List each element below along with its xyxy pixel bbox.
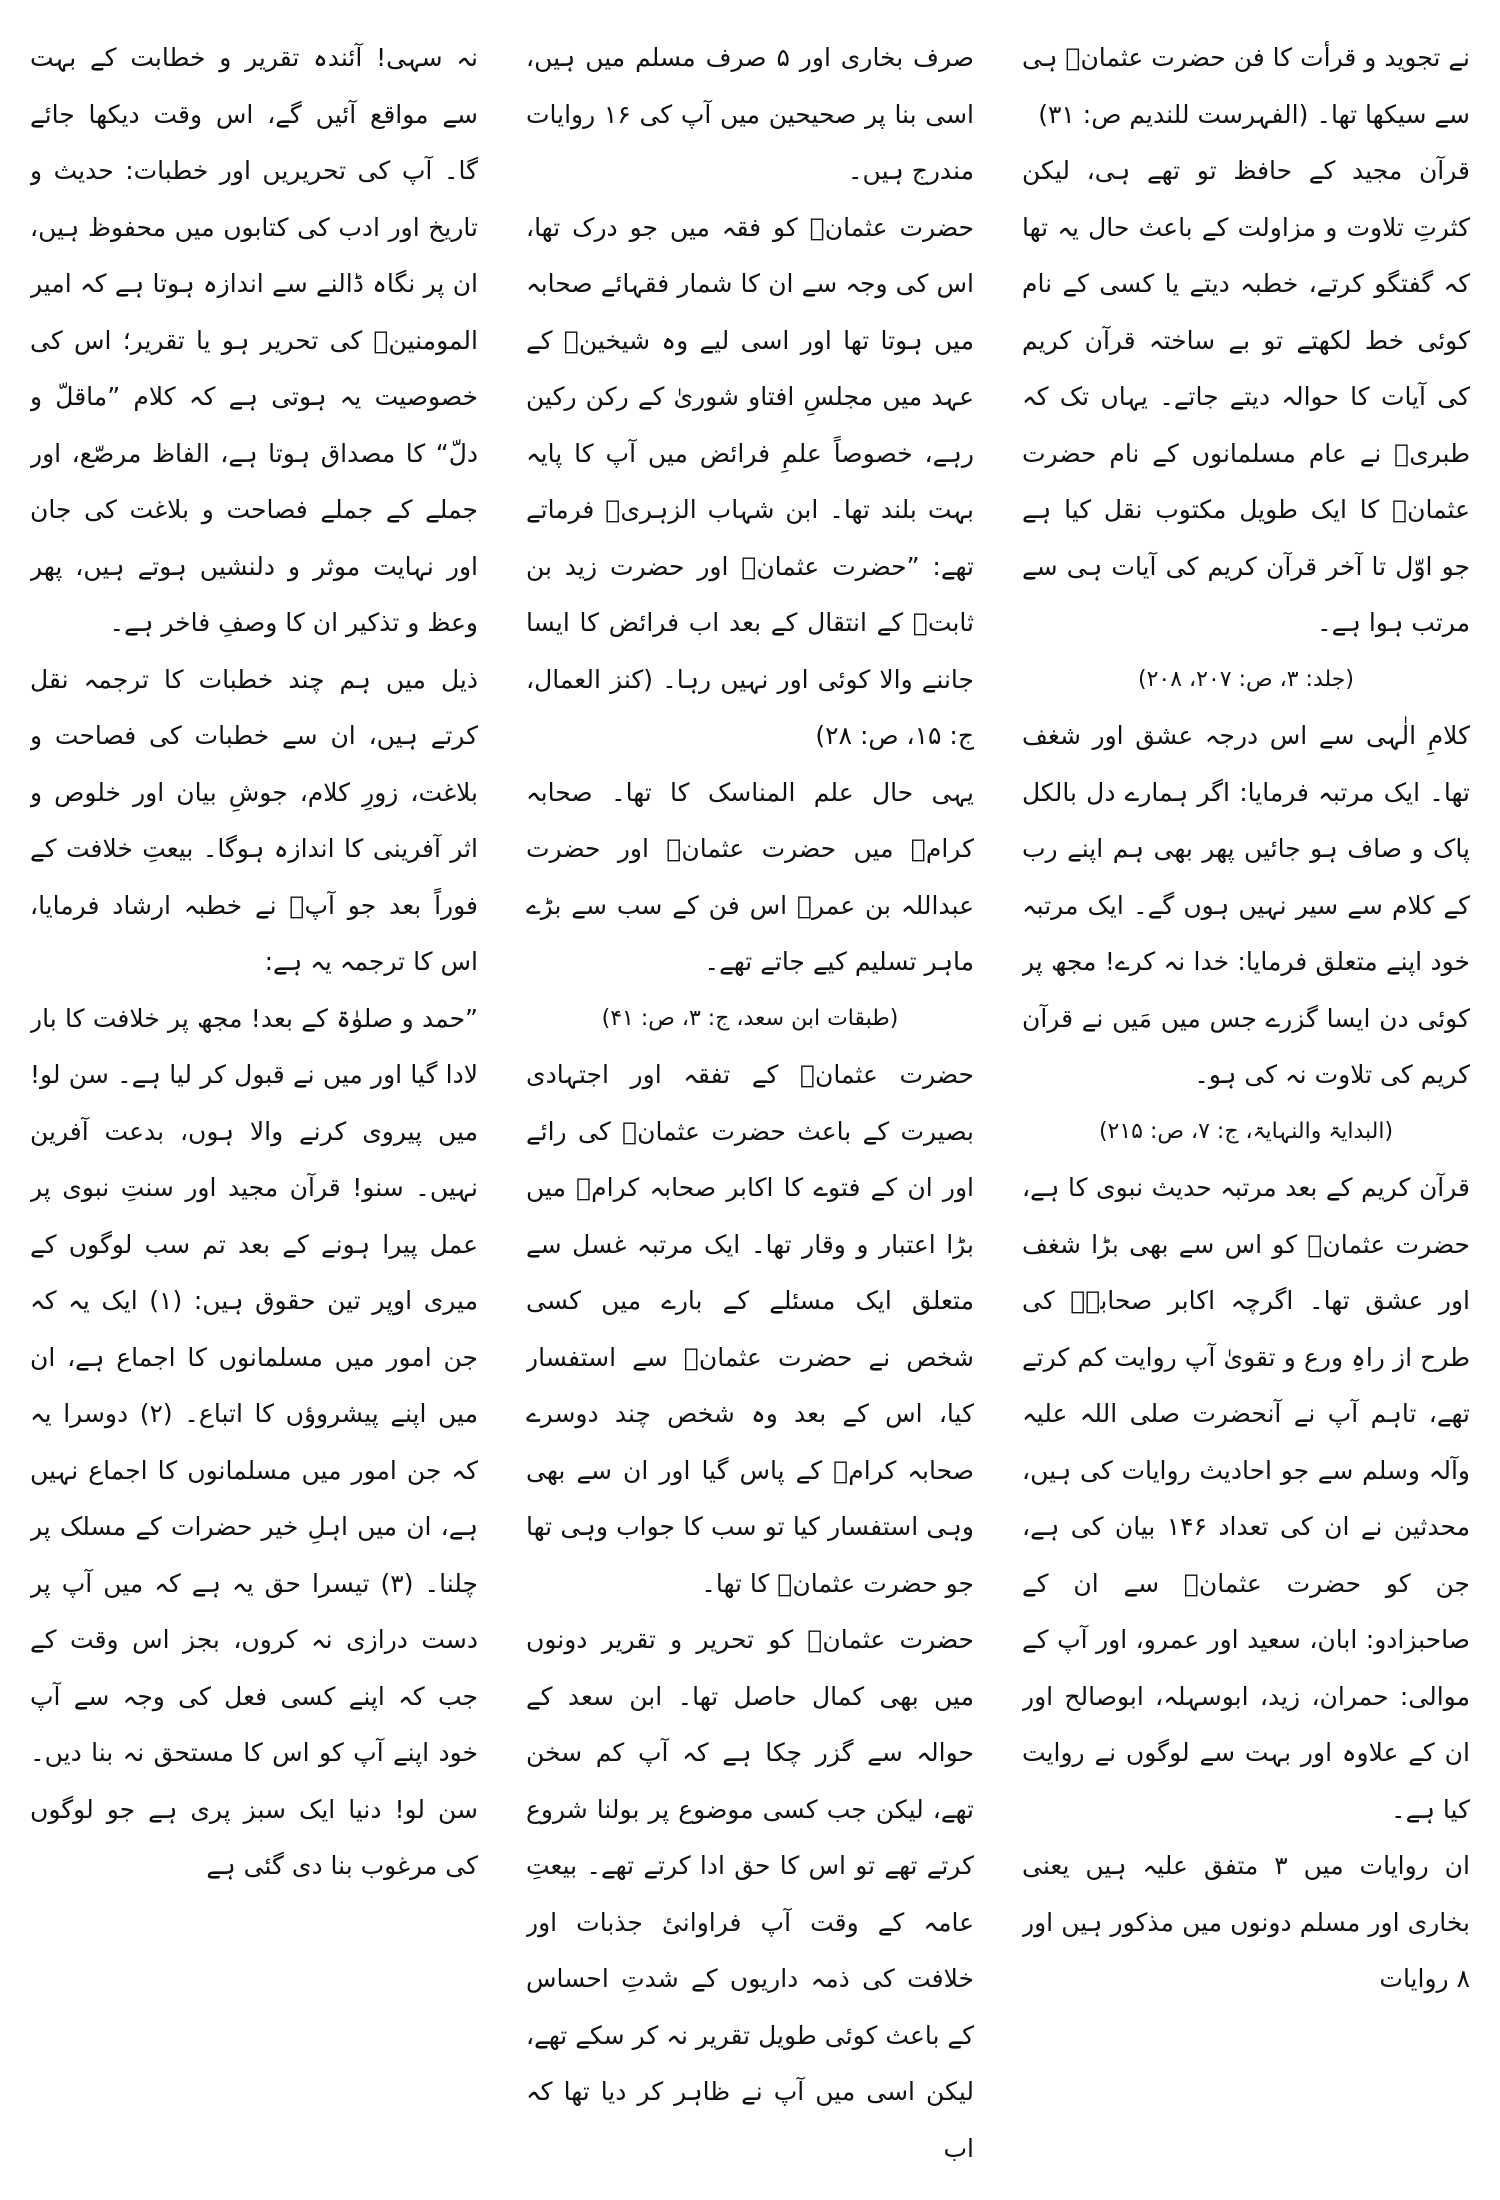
paragraph: حضرت عثمانؓ کو فقہ میں جو درک تھا، اس کی وجہ سے ان کا شمار فقہائے صحابہ میں ہوتا تھا اور اسی لیے وہ شیخینؓ کے عہد میں مجلسِ افتاو شوریٰ کے رکن رکین رہے، خصوصاً علمِ فرائض میں آپ کا پایہ بہت بلند تھا۔ ابن شہاب الزہریؒ فرماتے تھے: ”حضرت عثمانؓ اور حضرت زید بن ثابتؓ کے انتقال کے بعد اب فرائض کا ایسا جاننے والا کوئی اور نہیں رہا۔ (کنز العمال، ج: ۱۵، ص: ۲۸) [526,212,974,750]
paragraph: ذیل میں ہم چند خطبات کا ترجمہ نقل کرتے ہیں، ان سے خطبات کی فصاحت و بلاغت، زورِ کلام، جوشِ بیان اور خلوص و اثر آفرینی کا اندازہ ہوگا۔ بیعتِ خلافت کے فوراً بعد جو آپؓ نے خطبہ ارشاد فرمایا، اس کا ترجمہ یہ ہے: [30,664,478,976]
text-column-middle [526,30,974,2170]
newspaper-page [30,30,1470,2170]
paragraph: قرآن مجید کے حافظ تو تھے ہی، لیکن کثرتِ تلاوت و مزاولت کے باعث حال یہ تھا کہ گفتگو کرتے، خطبہ دیتے یا کسی کے نام کوئی خط لکھتے تو بے ساختہ قرآن کریم کی آیات کا حوالہ دیتے جاتے۔ یہاں تک کہ طبریؒ نے عام مسلمانوں کے نام حضرت عثمانؓ کا ایک طویل مکتوب نقل کیا ہے جو اوّل تا آخر قرآن کریم کی آیات ہی سے مرتب ہوا ہے۔ [1022,156,1470,637]
paragraph: نے تجوید و قرأت کا فن حضرت عثمانؓ ہی سے سیکھا تھا۔ (الفہرست للندیم ص: ۳۱) [1022,43,1470,129]
reference-citation: (البدایۃ والنہایۃ، ج: ۷، ص: ۲۱۵) [1098,1118,1394,1144]
paragraph: حضرت عثمانؓ کے تفقہ اور اجتہادی بصیرت کے باعث حضرت عثمانؓ کی رائے اور ان کے فتوے کا اکابر صحابہ کرامؓ میں بڑا اعتبار و وقار تھا۔ ایک مرتبہ غسل سے متعلق ایک مسئلے کے بارے میں کسی شخص نے حضرت عثمانؓ سے استفسار کیا، اس کے بعد وہ شخص چند دوسرے صحابہ کرامؓ کے پاس گیا اور ان سے بھی وہی استفسار کیا تو سب کا جواب وہی تھا جو حضرت عثمانؓ کا تھا۔ [526,1060,974,1598]
paragraph: قرآن کریم کے بعد مرتبہ حدیث نبوی کا ہے، حضرت عثمانؓ کو اس سے بھی بڑا شغف اور عشق تھا۔ اگرچہ اکابر صحابہؓ کی طرح از راہِ ورع و تقویٰ آپ روایت کم کرتے تھے، تاہم آپ نے آنحضرت صلی اللہ علیہ وآلہ وسلم سے جو احادیث روایات کی ہیں، محدثین نے ان کی تعداد ۱۴۶ بیان کی ہے، جن کو حضرت عثمانؓ سے ان کے صاحبزادو: ابان، سعید اور عمرو، اور آپ کے موالی: حمران، زید، ابوسہلہ، ابوصالح اور ان کے علاوہ اور بہت سے لوگوں نے روایت کیا ہے۔ [1022,1173,1470,1824]
paragraph: ان روایات میں ۳ متفق علیہ ہیں یعنی بخاری اور مسلم دونوں میں مذکور ہیں اور ۸ روایات [1022,1851,1470,1993]
paragraph: صرف بخاری اور ۵ صرف مسلم میں ہیں، اسی بنا پر صحیحین میں آپ کی ۱۶ روایات مندرج ہیں۔ [526,43,974,185]
text-column-right [1022,30,1470,2170]
text-column-left [30,30,478,2170]
paragraph: کلامِ الٰہی سے اس درجہ عشق اور شغف تھا۔ ایک مرتبہ فرمایا: اگر ہمارے دل بالکل پاک و صاف ہو جائیں پھر بھی ہم اپنے رب کے کلام سے سیر نہیں ہوں گے۔ ایک مرتبہ خود اپنے متعلق فرمایا: خدا نہ کرے! مجھ پر کوئی دن ایسا گزرے جس میں مَیں نے قرآن کریم کی تلاوت نہ کی ہو۔ [1022,721,1470,1089]
paragraph: حضرت عثمانؓ کو تحریر و تقریر دونوں میں بھی کمال حاصل تھا۔ ابن سعد کے حوالہ سے گزر چکا ہے کہ آپ کم سخن تھے، لیکن جب کسی موضوع پر بولنا شروع کرتے تھے تو اس کا حق ادا کرتے تھے۔ بیعتِ عامہ کے وقت آپ فراوانیٔ جذبات اور خلافت کی ذمہ داریوں کے شدتِ احساس کے باعث کوئی طویل تقریر نہ کر سکے تھے، لیکن اسی میں آپ نے ظاہر کر دیا تھا کہ اب [526,1625,974,2163]
paragraph: نہ سہی! آئندہ تقریر و خطابت کے بہت سے مواقع آئیں گے، اس وقت دیکھا جائے گا۔ آپ کی تحریریں اور خطبات: حدیث و تاریخ اور ادب کی کتابوں میں محفوظ ہیں، ان پر نگاہ ڈالنے سے اندازہ ہوتا ہے کہ امیر المومنینؓ کی تحریر ہو یا تقریر؛ اس کی خصوصیت یہ ہوتی ہے کہ کلام ”ماقلّ و دلّ“ کا مصداق ہوتا ہے، الفاظ مرصّع، اور جملے کے جملے فصاحت و بلاغت کی جان اور نہایت موثر و دلنشیں ہوتے ہیں، پھر وعظ و تذکیر ان کا وصفِ فاخر ہے۔ [30,43,478,637]
reference-citation: (طبقات ابن سعد، ج: ۳، ص: ۴۱) [601,1005,899,1031]
paragraph: ”حمد و صلوٰۃ کے بعد! مجھ پر خلافت کا بار لادا گیا اور میں نے قبول کر لیا ہے۔ سن لو! میں پیروی کرنے والا ہوں، بدعت آفرین نہیں۔ سنو! قرآن مجید اور سنتِ نبوی پر عمل پیرا ہونے کے بعد تم سب لوگوں کے میری اوپر تین حقوق ہیں: (۱) ایک یہ کہ جن امور میں مسلمانوں کا اجماع ہے، ان میں اپنے پیشروؤں کا اتباع۔ (۲) دوسرا یہ کہ جن امور میں مسلمانوں کا اجماع نہیں ہے، ان میں اہلِ خیر حضرات کے مسلک پر چلنا۔ (۳) تیسرا حق یہ ہے کہ میں آپ پر دست درازی نہ کروں، بجز اس وقت کے جب کہ اپنے کسی فعل کی وجہ سے آپ خود اپنے آپ کو اس کا مستحق نہ بنا دیں۔ سن لو! دنیا ایک سبز پری ہے جو لوگوں کی مرغوب بنا دی گئی ہے [30,1003,478,1880]
paragraph: یہی حال علم المناسک کا تھا۔ صحابہ کرامؓ میں حضرت عثمانؓ اور حضرت عبداللہ بن عمرؓ اس فن کے سب سے بڑے ماہر تسلیم کیے جاتے تھے۔ [526,777,974,976]
reference-citation: (جلد: ۳، ص: ۲۰۷، ۲۰۸) [1138,666,1354,692]
